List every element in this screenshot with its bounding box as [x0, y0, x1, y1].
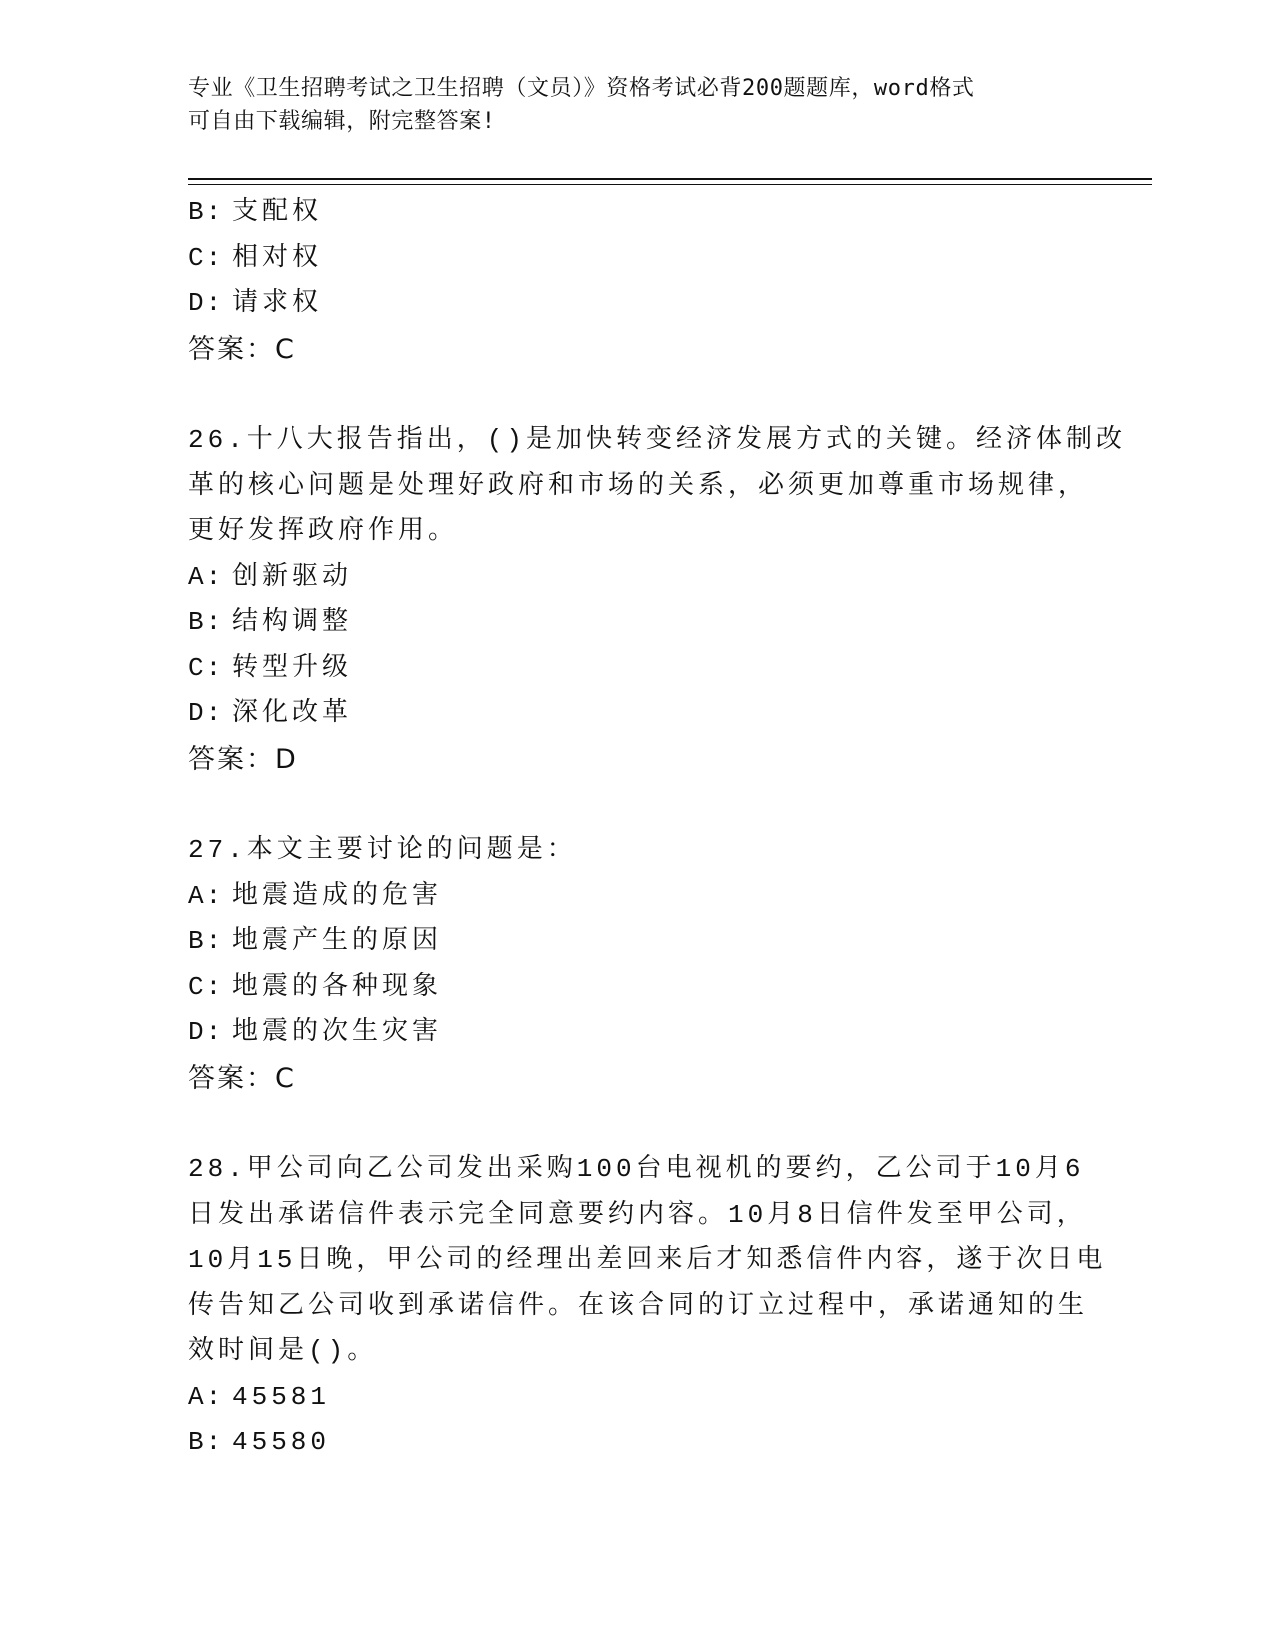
answer-line: 答案：D: [188, 743, 298, 775]
spacer: [188, 782, 1108, 828]
option-letter: B:: [188, 926, 224, 956]
option-d: [188, 691, 1108, 737]
option-text: 45580: [232, 1427, 331, 1457]
question-26-block: [188, 418, 1127, 782]
option-a: [188, 555, 1108, 601]
question-28-block: [188, 1147, 1108, 1466]
question-text-line: 更好发挥政府作用。: [188, 516, 459, 546]
option-letter: C:: [188, 652, 224, 683]
question-text-line: 26.十八大报告指出，()是加快转变经济发展方式的关键。经济体制改: [188, 425, 1127, 455]
option-text: 地震产生的原因: [232, 926, 443, 956]
option-text: 地震的次生灾害: [232, 1017, 443, 1047]
option-letter: A:: [188, 561, 224, 592]
question-25-block: [188, 190, 1108, 372]
option-text: 结构调整: [232, 607, 353, 637]
option-text: 创新驱动: [232, 561, 353, 592]
spacer: [188, 1101, 1108, 1147]
option-letter: C:: [188, 242, 224, 273]
option-text: 支配权: [232, 197, 323, 227]
option-c: [188, 965, 1108, 1011]
option-b: [188, 919, 1108, 965]
option-b: [188, 190, 1108, 236]
question-text-line: 28.甲公司向乙公司发出采购100台电视机的要约，乙公司于10月6: [188, 1154, 1085, 1184]
header-title-line-1: 专业《卫生招聘考试之卫生招聘（文员）》资格考试必背200题题库，word格式: [188, 76, 975, 101]
option-d: [188, 281, 1108, 327]
question-list: [188, 190, 1127, 1466]
header-title-line-2: 可自由下载编辑，附完整答案!: [188, 109, 496, 134]
question-text-line: 27.本文主要讨论的问题是：: [188, 835, 577, 865]
answer-line: 答案：C: [188, 1062, 296, 1094]
spacer: [188, 372, 1108, 418]
option-c: [188, 236, 1108, 282]
header-divider-thick: [188, 178, 1152, 180]
question-text-line: 日发出承诺信件表示完全同意要约内容。10月8日信件发至甲公司，: [188, 1199, 1087, 1230]
option-c: [188, 646, 1108, 692]
header-divider-thin: [188, 184, 1152, 185]
option-text: 地震的各种现象: [232, 971, 443, 1002]
question-text-line: 革的核心问题是处理好政府和市场的关系，必须更加尊重市场规律，: [188, 470, 1089, 501]
option-b: [188, 1420, 1108, 1466]
option-b: [188, 600, 1108, 646]
option-text: 相对权: [232, 242, 323, 273]
document-header: [188, 72, 1088, 138]
option-letter: D:: [188, 1017, 224, 1047]
question-text-line: 效时间是()。: [188, 1336, 378, 1366]
option-text: 请求权: [232, 288, 323, 318]
option-text: 地震造成的危害: [232, 880, 443, 911]
option-letter: B:: [188, 607, 224, 637]
option-a: [188, 874, 1108, 920]
question-text-line: 10月15日晚，甲公司的经理出差回来后才知悉信件内容，遂于次日电: [188, 1245, 1107, 1275]
option-letter: A:: [188, 880, 224, 911]
option-letter: A:: [188, 1381, 224, 1412]
option-a: [188, 1375, 1108, 1421]
answer-line: 答案：C: [188, 333, 296, 365]
question-text-line: 传告知乙公司收到承诺信件。在该合同的订立过程中，承诺通知的生: [188, 1290, 1089, 1321]
option-letter: C:: [188, 971, 224, 1002]
option-letter: D:: [188, 288, 224, 318]
option-text: 深化改革: [232, 698, 353, 728]
option-text: 45581: [232, 1381, 331, 1412]
option-letter: D:: [188, 698, 224, 728]
option-text: 转型升级: [232, 652, 353, 683]
option-letter: B:: [188, 1427, 224, 1457]
option-d: [188, 1010, 1108, 1056]
question-27-block: [188, 828, 1108, 1101]
option-letter: B:: [188, 197, 224, 227]
